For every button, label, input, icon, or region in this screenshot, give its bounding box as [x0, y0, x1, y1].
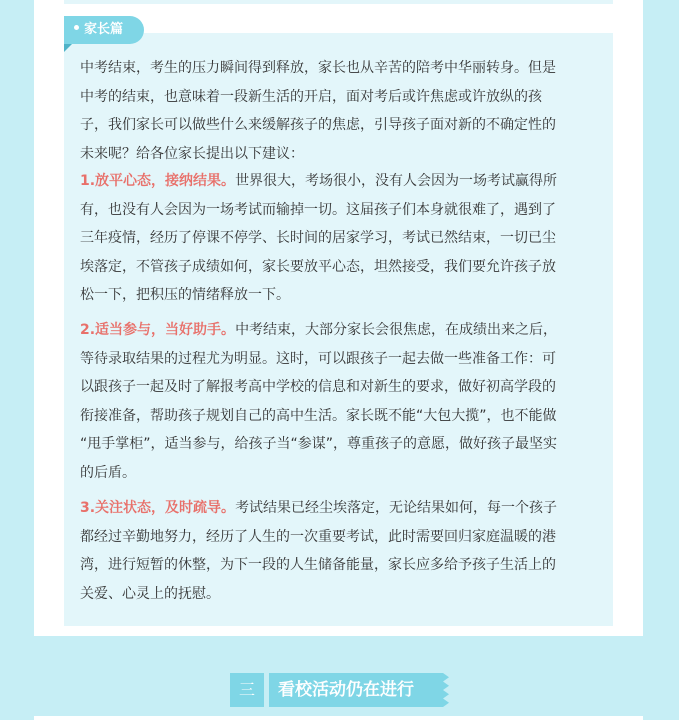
- previous-content-box-edge: [64, 0, 613, 4]
- point-1-heading: 1.放平心态，接纳结果。: [80, 173, 236, 189]
- point-3-body: 考试结果已经尘埃落定，无论结果如何，每一个孩子 都经过辛勤地努力，经历了人生的一次重要考试，此时需要回归家庭温暖的港 湾，进行短暂的休整，为下一段的人生储备能量，家长应多给予孩子生活上的 关爱、心灵上的抚慰。: [80, 500, 558, 602]
- point-3-paragraph: [80, 494, 600, 608]
- section-number: 三: [238, 680, 255, 699]
- point-2-body: 中考结束，大部分家长会很焦虑，在成绩出来之后， 等待录取结果的过程尤为明显。这时，可以跟孩子一起去做一些准备工作：可 以跟孩子一起及时了解报考高中学校的信息和对新生的要求，做好初高学段的 衔接准备，帮助孩子规划自己的高中生活。家长既不能“大包大揽”，也不能做 “甩手掌柜”，适当参与，给孩子当“参谋”，尊重孩子的意愿，做好孩子最坚实 的后盾。: [80, 322, 558, 481]
- intro-paragraph: 中考结束，考生的压力瞬间得到释放，家长也从辛苦的陪考中华丽转身。但是 中考的结束，也意味着一段新生活的开启，面对考后或许焦虑或许放纵的孩 子，我们家长可以做些什么来缓解孩子的焦虑，引导孩子面对新的不确定性的 未来呢？给各位家长提出以下建议：: [80, 60, 556, 162]
- tag-fold-corner: [64, 44, 72, 52]
- section-title: 看校活动仍在进行: [278, 680, 414, 700]
- point-1-paragraph: [80, 167, 600, 310]
- next-card-edge: [34, 716, 643, 720]
- point-1-body: 世界很大，考场很小，没有人会因为一场考试赢得所 有，也没有人会因为一场考试而输掉一切。这届孩子们本身就很难了，遇到了 三年疫情，经历了停课不停学、长时间的居家学习，考试已然结束，一切已尘 埃落定，不管孩子成绩如何，家长要放平心态，坦然接受，我们要允许孩子放 松一下，把积压的情绪释放一下。: [80, 173, 558, 303]
- banner-jagged-edge: [439, 673, 449, 707]
- section-tag-label: 家长篇: [84, 22, 124, 37]
- bullet-dot-icon: [74, 25, 79, 30]
- point-3-heading: 3.关注状态，及时疏导。: [80, 500, 236, 516]
- section-tag: [64, 16, 144, 44]
- section-title-banner: [269, 673, 439, 707]
- point-2-paragraph: [80, 316, 600, 487]
- point-2-heading: 2.适当参与，当好助手。: [80, 322, 236, 338]
- section-number-badge: [230, 673, 264, 707]
